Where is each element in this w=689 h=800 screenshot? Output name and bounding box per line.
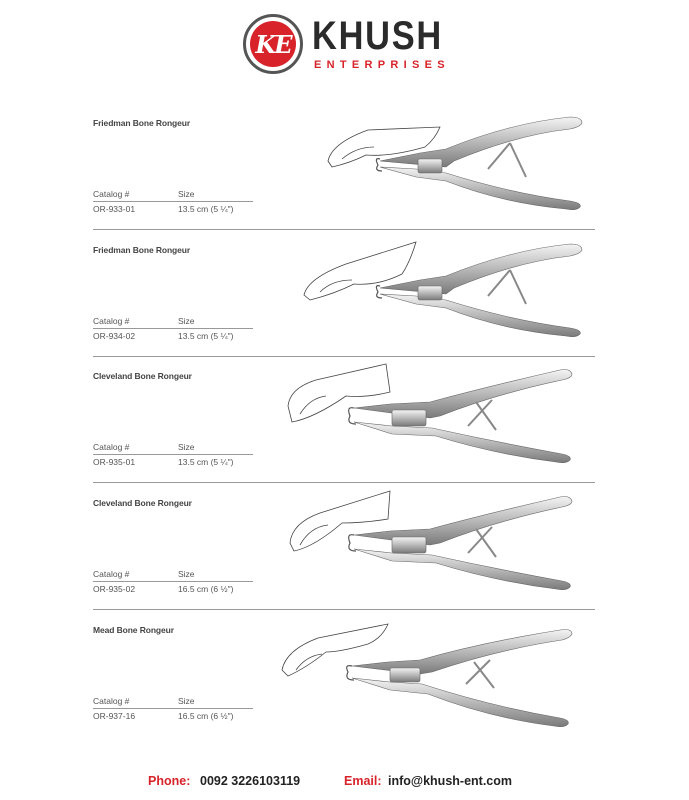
email-label: Email: (344, 774, 382, 788)
product-name: Cleveland Bone Rongeur (93, 498, 192, 508)
product-entry-2 (0, 230, 689, 356)
email-address[interactable]: info@khush-ent.com (388, 774, 512, 788)
rongeur-illustration-icon (270, 483, 600, 609)
product-name: Mead Bone Rongeur (93, 625, 174, 635)
rongeur-illustration-icon (270, 230, 600, 356)
product-name: Friedman Bone Rongeur (93, 245, 191, 255)
product-entry-4 (0, 483, 689, 609)
size-label: Size (178, 316, 195, 326)
catalog-label: Catalog # (93, 442, 130, 452)
rongeur-tip-outline-icon (288, 364, 390, 422)
product-name: Cleveland Bone Rongeur (93, 371, 192, 381)
catalog-number: OR-937-16 (93, 711, 136, 721)
product-size: 16.5 cm (6 ½") (178, 584, 234, 594)
rongeur-tip-outline-icon (304, 242, 416, 300)
brand-name: KHUSH (312, 14, 443, 58)
catalog-number: OR-934-02 (93, 331, 136, 341)
logo-icon (243, 14, 303, 74)
product-size: 16.5 cm (6 ½") (178, 711, 234, 721)
label-underline (93, 201, 253, 202)
brand-tagline: ENTERPRISES (314, 59, 450, 71)
catalog-label: Catalog # (93, 569, 130, 579)
size-label: Size (178, 696, 195, 706)
product-name: Friedman Bone Rongeur (93, 118, 191, 128)
size-label: Size (178, 569, 195, 579)
product-size: 13.5 cm (5 ¼") (178, 457, 234, 467)
product-entry-5 (0, 610, 689, 736)
size-label: Size (178, 189, 195, 199)
logo-mark: KE (250, 21, 296, 67)
catalog-label: Catalog # (93, 316, 130, 326)
catalog-label: Catalog # (93, 189, 130, 199)
rongeur-illustration-icon (270, 356, 600, 482)
catalog-number: OR-935-01 (93, 457, 136, 467)
rongeur-tip-outline-icon (290, 491, 390, 551)
rongeur-illustration-icon (270, 610, 600, 736)
rongeur-illustration-icon (270, 103, 600, 229)
label-underline (93, 454, 253, 455)
product-size: 13.5 cm (5 ¼") (178, 331, 234, 341)
product-entry-3 (0, 356, 689, 482)
phone-number[interactable]: 0092 3226103119 (200, 774, 301, 788)
label-underline (93, 581, 253, 582)
size-label: Size (178, 442, 195, 452)
page-footer (0, 774, 689, 794)
label-underline (93, 708, 253, 709)
catalog-number: OR-935-02 (93, 584, 136, 594)
catalog-number: OR-933-01 (93, 204, 136, 214)
catalog-label: Catalog # (93, 696, 130, 706)
product-entry-1 (0, 103, 689, 229)
product-size: 13.5 cm (5 ¼") (178, 204, 234, 214)
label-underline (93, 328, 253, 329)
page-header (0, 0, 689, 90)
phone-label: Phone: (148, 774, 191, 788)
